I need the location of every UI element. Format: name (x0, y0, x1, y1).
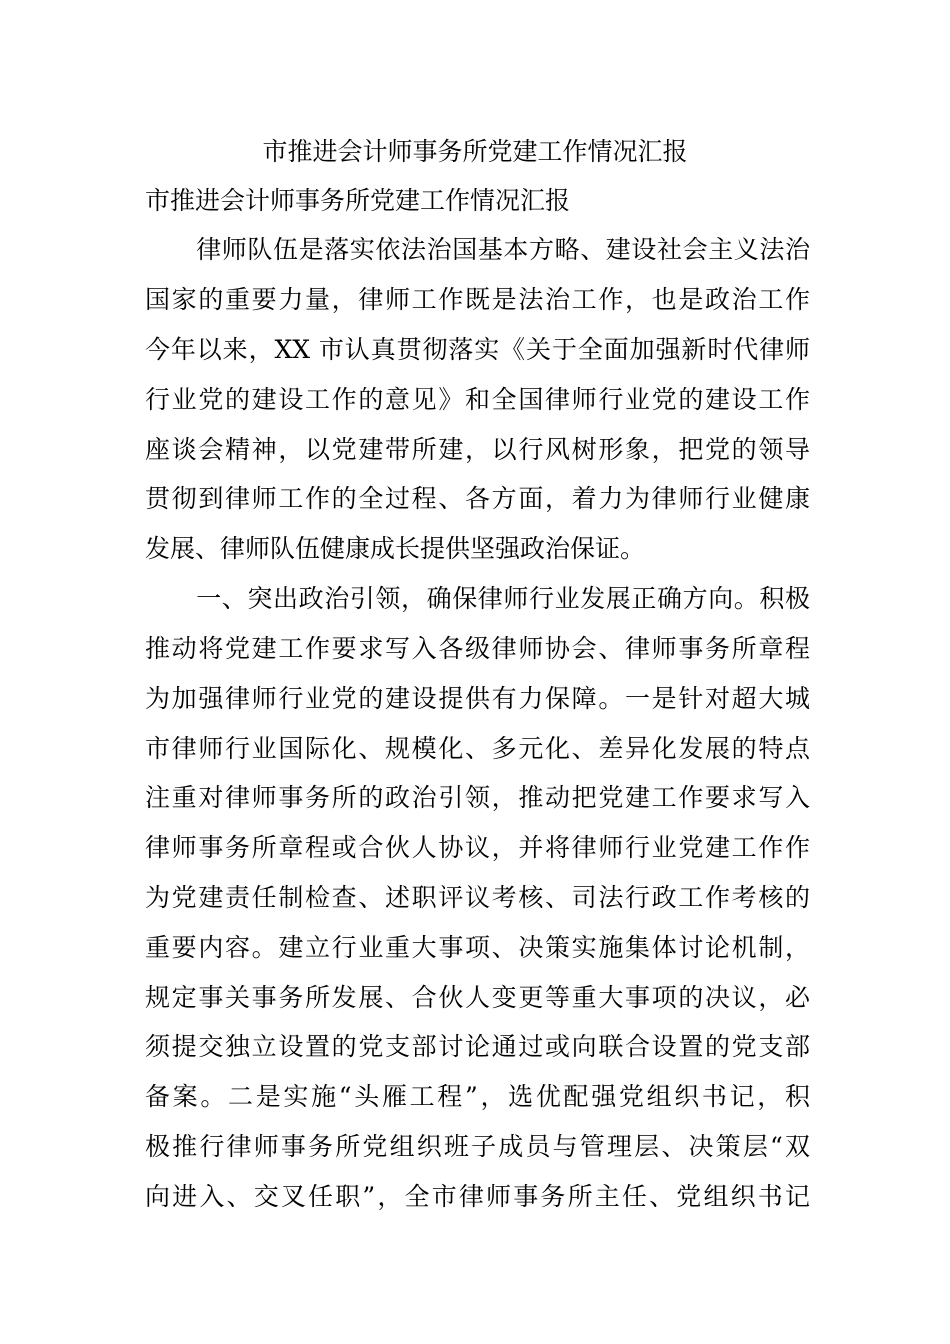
body-line: 推动将党建工作要求写入各级律师协会、律师事务所章程 (145, 634, 810, 663)
body-line: 市律师行业国际化、规模化、多元化、差异化发展的特点 (145, 734, 810, 763)
body-line: 重要内容。建立行业重大事项、决策实施集体讨论机制， (145, 933, 810, 962)
body-line: 备案。二是实施“头雁工程”，选优配强党组织书记，积 (145, 1082, 810, 1111)
body-line: 向进入、交叉任职”，全市律师事务所主任、党组织书记 (145, 1182, 810, 1211)
body-line: 贯彻到律师工作的全过程、各方面，着力为律师行业健康 (145, 484, 810, 513)
document-title: 市推进会计师事务所党建工作情况汇报 (262, 137, 688, 166)
body-line: 国家的重要力量，律师工作既是法治工作，也是政治工作 (145, 285, 810, 314)
body-line: 为加强律师行业党的建设提供有力保障。一是针对超大城 (145, 684, 810, 713)
body-line: 一、突出政治引领，确保律师行业发展正确方向。积极 (145, 584, 810, 613)
body-line: 律师队伍是落实依法治国基本方略、建设社会主义法治 (145, 235, 810, 264)
body-line: 行业党的建设工作的意见》和全国律师行业党的建设工作 (145, 385, 810, 414)
document-subtitle: 市推进会计师事务所党建工作情况汇报 (145, 186, 571, 215)
body-line: 律师事务所章程或合伙人协议，并将律师行业党建工作作 (145, 833, 810, 862)
body-line: 注重对律师事务所的政治引领，推动把党建工作要求写入 (145, 783, 810, 812)
body-line: 今年以来，XX 市认真贯彻落实《关于全面加强新时代律师 (145, 335, 810, 364)
body-line: 须提交独立设置的党支部讨论通过或向联合设置的党支部 (145, 1032, 810, 1061)
body-line: 座谈会精神，以党建带所建，以行风树形象，把党的领导 (145, 435, 810, 464)
body-line: 发展、律师队伍健康成长提供坚强政治保证。 (145, 534, 646, 563)
body-line: 为党建责任制检查、述职评议考核、司法行政工作考核的 (145, 883, 810, 912)
body-line: 规定事关事务所发展、合伙人变更等重大事项的决议，必 (145, 983, 810, 1012)
body-line: 极推行律师事务所党组织班子成员与管理层、决策层“双 (145, 1132, 810, 1161)
